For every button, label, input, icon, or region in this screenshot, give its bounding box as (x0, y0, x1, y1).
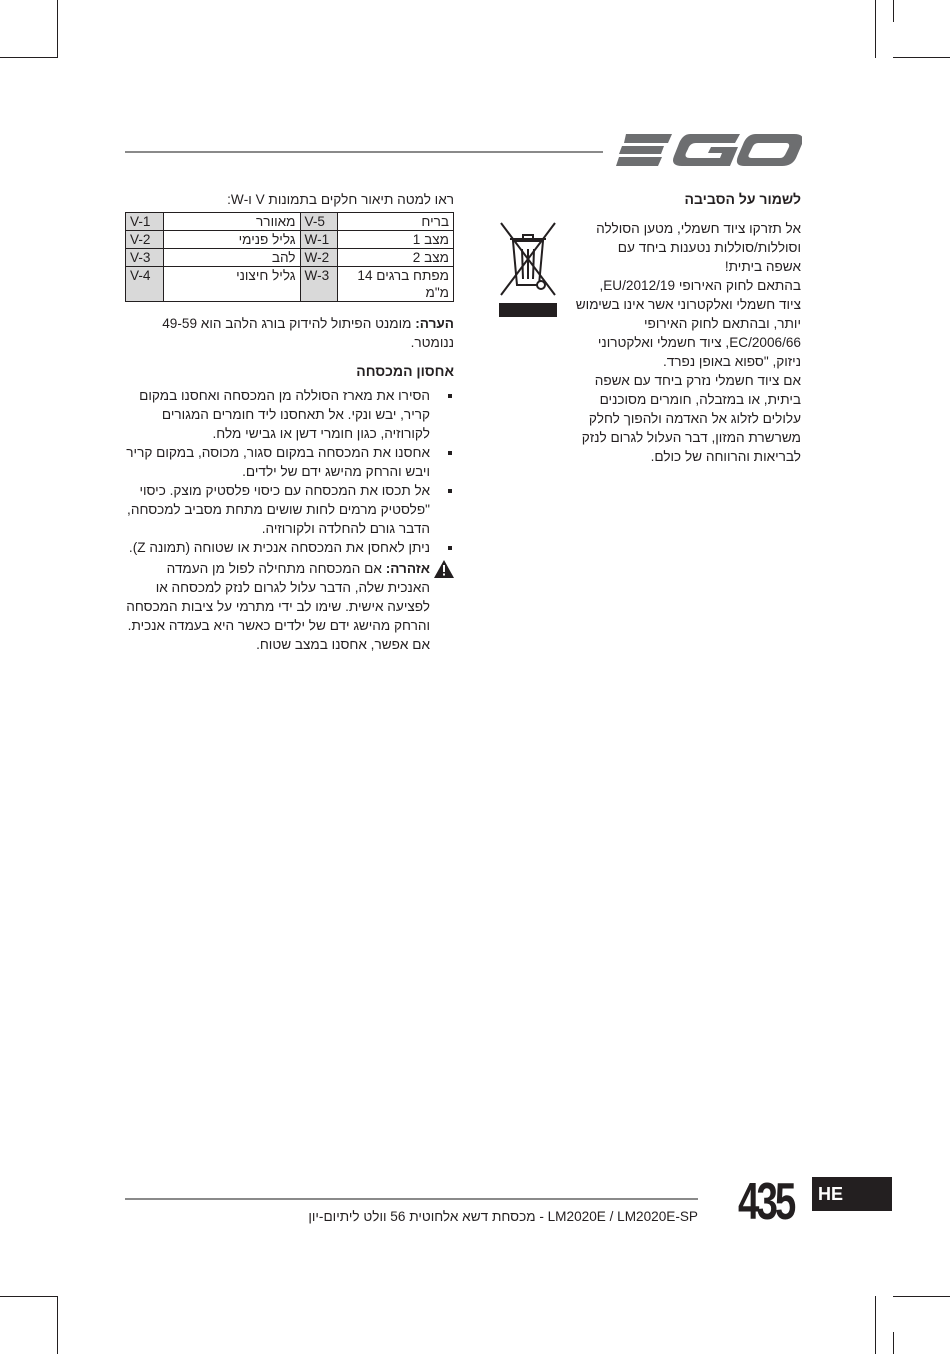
warning-triangle-icon (434, 560, 454, 578)
crop-mark (893, 1332, 894, 1354)
footer-rule (125, 1198, 698, 1200)
table-cell-code: V-2 (126, 231, 164, 249)
crop-mark (0, 57, 58, 58)
table-row (126, 267, 454, 302)
table-row (126, 231, 454, 249)
table-cell: גליל פנימי (163, 231, 300, 249)
table-cell: להב (163, 249, 300, 267)
env-line: אשפה ביתית! (724, 259, 801, 274)
list-item: אחסנו את המכסחה במקום סגור, מכוסה, במקום קריר ויבש והרחק מהישג ידם של ילדים. (125, 443, 454, 481)
crossed-out-wheelie-bin-icon (499, 219, 557, 317)
env-line: עלולים לזלוג אל האדמה ולהפוך לחלק (588, 411, 801, 426)
env-line: וסוללות/סוללות נטענות ביחד עם (617, 240, 801, 255)
crop-mark (57, 1296, 58, 1354)
table-row (126, 213, 454, 231)
language-tag: HE (812, 1177, 892, 1211)
environment-section (481, 190, 801, 466)
table-cell-code: V-1 (126, 213, 164, 231)
note-text: מומנט הפיתול להידוק בורג הלהב הוא 49-59 ננומטר. (162, 316, 454, 350)
environment-title: לשמור על הסביבה (684, 191, 801, 207)
storage-title: אחסון המכסחה (356, 363, 454, 379)
crop-mark (893, 1296, 950, 1297)
crop-mark (893, 57, 950, 58)
list-item: הסירו את מארז הסוללה מן המכסחה ואחסנו במקום קריר, יבש ונקי. אל תאחסנו ליד חומרים המגורים לקורוזיה, כגון חומרי דשן או גבישי מלח. (125, 386, 454, 443)
table-cell-code: W-3 (300, 267, 338, 302)
storage-warning (125, 559, 454, 654)
crop-mark (875, 1296, 876, 1354)
warning-text: אם המכסחה מתחילה לפול מן העמדה האנכית שלה, הדבר עלול לגרום לנזק למכסחה או לפציעה אישית. שימו לב ידי מתרמי על ציבות המכסחה והרחק מהישג ידם של ילדים כאשר היא בעמדה אנכית. אם אפשר, אחסנו במצב שטוח. (126, 561, 430, 652)
page-number: 435 (738, 1173, 794, 1231)
footer-product-title: LM2020E / LM2020E-SP - מכסחת דשא אלחוטית 56 וולט ליתיום-יון (308, 1209, 698, 1224)
table-cell: מאוורר (163, 213, 300, 231)
crop-mark (0, 1296, 58, 1297)
table-row (126, 249, 454, 267)
env-line: משרשרת המזון, דבר העלול לגרום לנזק (581, 430, 801, 445)
table-cell-code: V-5 (300, 213, 338, 231)
environment-block (481, 219, 801, 466)
crop-mark (893, 0, 894, 22)
table-cell-code: V-4 (126, 267, 164, 302)
table-cell: מצב 1 (338, 231, 454, 249)
list-item: אל תכסו את המכסחה עם כיסוי פלסטיק מוצק. כיסוי "פלסטיק מרמים לחות שושים מתחת מסביב למכסחה, הדבר גורם להחלדה ולקורוזיה. (125, 481, 454, 538)
parts-table (125, 212, 454, 302)
table-cell: מפתח ברגים 14 מ"מ (338, 267, 454, 302)
env-line: יותר, ובהתאם לחוק האירופי (644, 316, 801, 331)
ego-logo (616, 128, 802, 172)
env-line: ביתית, או במזבלה, חומרים מסוכנים (599, 392, 801, 407)
warning-label: אזהרה: (385, 561, 430, 576)
table-cell: גליל חיצוני (163, 267, 300, 302)
torque-note (125, 314, 454, 352)
crop-mark (57, 0, 58, 58)
table-cell-code: W-2 (300, 249, 338, 267)
table-cell-code: W-1 (300, 231, 338, 249)
list-item: ניתן לאחסן את המכסחה אנכית או שטוחה (תמונה Z). (125, 538, 454, 557)
env-line: אם ציוד חשמלי נזרק ביחד עם אשפה (594, 373, 801, 388)
parts-intro: ראו למטה תיאור חלקים בתמונות V ו-W: (227, 192, 454, 207)
env-line: ציוד חשמלי ואלקטרוני אשר אינו בשימוש (575, 297, 801, 312)
storage-list (125, 386, 454, 557)
table-cell: בריח (338, 213, 454, 231)
table-cell-code: V-3 (126, 249, 164, 267)
env-line: ניזוק, "ספוא באופן נפרד. (662, 354, 801, 369)
env-line: לבריאות והרווחה של כולם. (650, 449, 801, 464)
header-rule (125, 151, 603, 153)
env-line: בהתאם לחוק האירופי 2012/19/EU, (599, 278, 801, 293)
table-cell: מצב 2 (338, 249, 454, 267)
env-line: 2006/66/EC, ציוד חשמלי ואלקטרוני (597, 335, 801, 350)
crop-mark (875, 0, 876, 58)
parts-and-storage-section (125, 190, 454, 654)
env-line: אל תזרקו ציוד חשמלי, מטען הסוללה (596, 221, 801, 236)
environment-text (567, 219, 801, 466)
note-label: הערה: (415, 316, 454, 331)
